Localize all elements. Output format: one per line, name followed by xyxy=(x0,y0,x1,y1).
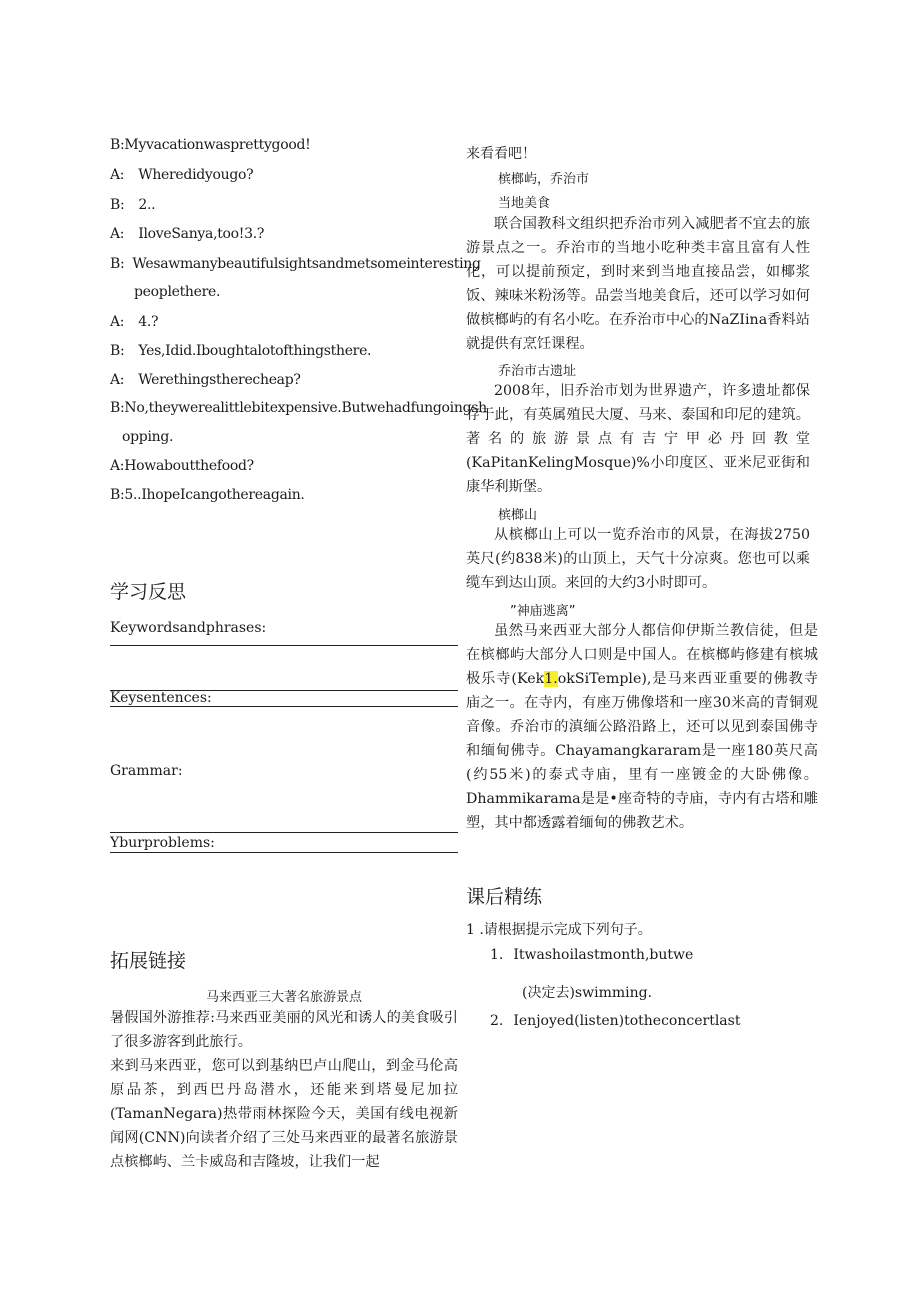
exercise-title: 课后精练 xyxy=(466,886,543,908)
keywords-label: Keywordsandphrases: xyxy=(110,620,267,636)
answer-line xyxy=(110,832,458,833)
heritage-paragraph: 2008年，旧乔治市划为世界遗产，许多遗址都保存于此，有英属殖民大厦、马来、泰国和印尼的建筑。著名的旅游景点有吉宁甲必丹回教堂(KaPitanKelingMosque)%小印度区、亚米尼亚街和康华利斯堡。 xyxy=(466,383,810,495)
article-title: 马来西亚三大著名旅游景点 xyxy=(205,990,362,1005)
article-continuation: 来看看吧！ xyxy=(466,146,536,162)
extension-title: 拓展链接 xyxy=(110,950,187,972)
dialogue-line: A: Werethingstherecheap? xyxy=(110,372,301,388)
dialogue-line: peoplethere. xyxy=(134,284,221,300)
dialogue-line: A: 4.? xyxy=(110,314,159,330)
question-1: 1. Itwashoilastmonth,butwe xyxy=(490,947,694,963)
dialogue-line: A:Howaboutthefood? xyxy=(110,458,254,474)
question-1-continued: (决定去)swimming. xyxy=(522,985,653,1001)
grammar-label: Grammar: xyxy=(110,763,183,779)
dialogue-line: B: Yes,Idid.Iboughtalotofthingsthere. xyxy=(110,343,372,359)
section-heading: 乔治市古遗址 xyxy=(498,364,577,379)
question-2: 2. Ienjoyed(listen)totheconcertlast xyxy=(490,1013,741,1029)
extension-body: 来到马来西亚，您可以到基纳巴卢山爬山，到金马伦高原品茶，到西巴丹岛潜水，还能来到塔曼尼加拉(TamanNegara)热带雨林探险今天，美国有线电视新闻网(CNN)向读者介绍了三处马来西亚的最著名旅游景点槟榔屿、兰卡威岛和吉隆坡，让我们一起 xyxy=(110,1058,458,1170)
section-heading: 槟榔屿，乔治市 xyxy=(498,172,590,187)
dialogue-line: B: Wesawmanybeautifulsightsandmetsomeinteresting xyxy=(110,256,481,272)
answer-line xyxy=(110,706,458,707)
exercise-instruction: 1 .请根据提示完成下列句子。 xyxy=(466,922,652,938)
key-sentences-label: Keysentences: xyxy=(110,690,212,706)
dialogue-line: A: IloveSanya,too!3.? xyxy=(110,226,265,242)
problems-label: Yburproblems: xyxy=(110,835,215,851)
section-heading: 当地美食 xyxy=(498,196,551,211)
dialogue-line: B:No,theywerealittlebitexpensive.Butwehadfungoingsh xyxy=(110,400,487,416)
reflection-title: 学习反思 xyxy=(110,581,187,603)
temple-paragraph: 虽然马来西亚大部分人都信仰伊斯兰教信徒，但是在槟榔屿大部分人口则是中国人。在槟榔屿修建有槟城极乐寺(Kek1.okSiTemple),是马来西亚重要的佛教寺庙之一。在寺内，有座万佛像塔和一座30米高的青铜观音像。乔治市的滇缅公路沿路上，还可以见到泰国佛寺和缅甸佛寺。Chayamangkararam是一座180英尺高(约55米)的泰式寺庙，里有一座镀金的大卧佛像。Dhammikarama是是•座奇特的寺庙，寺内有古塔和雕塑，其中都透露着缅甸的佛教艺术。 xyxy=(466,623,818,831)
food-paragraph: 联合国教科文组织把乔治市列入减肥者不宜去的旅游景点之一。乔治市的当地小吃种类丰富且富有人性化，可以提前预定，到时来到当地直接品尝，如椰浆饭、辣味米粉汤等。品尝当地美食后，还可以学习如何做槟榔屿的有名小吃。在乔治市中心的NaZIina香料站就提供有烹饪课程。 xyxy=(466,216,810,352)
highlighted-text: 1. xyxy=(544,671,558,687)
answer-line xyxy=(110,645,458,646)
extension-intro: 暑假国外游推荐:马来西亚美丽的风光和诱人的美食吸引了很多游客到此旅行。 xyxy=(110,1010,458,1050)
section-heading: ”神庙逃离” xyxy=(510,604,576,619)
section-heading: 槟榔山 xyxy=(498,508,538,523)
dialogue-line: B: 2.. xyxy=(110,197,156,213)
answer-line xyxy=(110,852,458,853)
dialogue-line: B:Myvacationwasprettygood! xyxy=(110,137,311,153)
dialogue-line: opping. xyxy=(122,429,174,445)
dialogue-line: B:5..IhopeIcangothereagain. xyxy=(110,487,305,503)
hill-paragraph: 从槟榔山上可以一览乔治市的风景，在海拔2750英尺(约838米)的山顶上，天气十分凉爽。您也可以乘缆车到达山顶。来回的大约3小时即可。 xyxy=(466,527,810,591)
dialogue-line: A: Wheredidyougo? xyxy=(110,167,254,183)
